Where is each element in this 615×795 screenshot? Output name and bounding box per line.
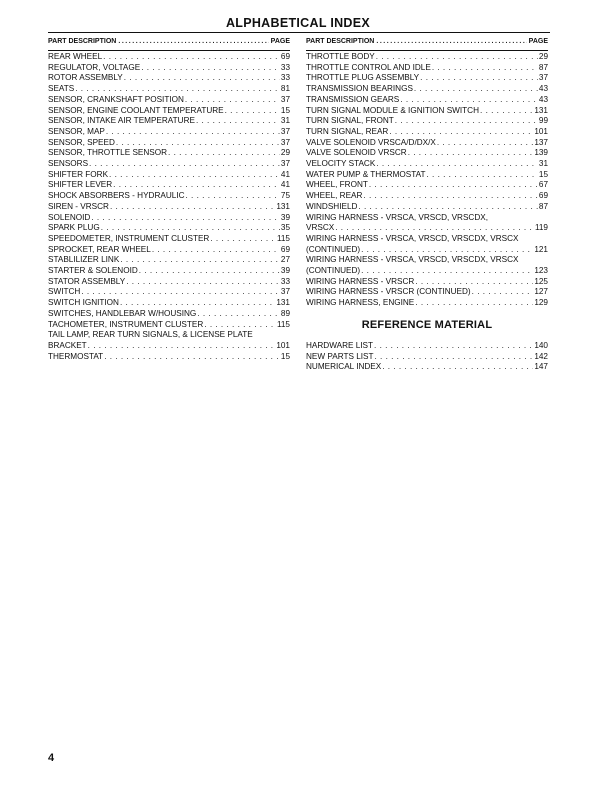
- page-number: 4: [48, 752, 55, 764]
- entry-label: THERMOSTAT: [48, 351, 104, 361]
- title-rule: [48, 32, 550, 33]
- entry-page-number: 147: [534, 362, 548, 372]
- entry-label: TURN SIGNAL, REAR: [306, 126, 389, 136]
- entry-page-number: 119: [534, 223, 548, 233]
- entry-label: SWITCH: [48, 287, 81, 297]
- index-column-left: [48, 38, 290, 362]
- leader-dots: [225, 106, 280, 117]
- index-entry: [48, 138, 290, 149]
- leader-dots: [400, 95, 538, 106]
- entry-label: THROTTLE PLUG ASSEMBLY: [306, 73, 420, 83]
- leader-dots: [408, 148, 534, 159]
- leader-dots: [358, 202, 537, 213]
- leader-dots: [116, 138, 280, 149]
- index-entry: [48, 213, 290, 224]
- leader-dots: [126, 277, 280, 288]
- index-entry: [48, 191, 290, 202]
- entry-label: (CONTINUED): [306, 244, 361, 254]
- leader-dots: [426, 170, 537, 181]
- entry-label: REAR WHEEL: [48, 52, 103, 61]
- index-list-left: [48, 52, 290, 362]
- entry-page-number: 41: [280, 169, 290, 179]
- leader-dots: [118, 38, 268, 45]
- entry-page-number: 69: [280, 244, 290, 254]
- index-entry: [306, 84, 548, 95]
- index-entry: [306, 255, 548, 276]
- index-entry: [48, 352, 290, 363]
- entry-page-number: 37: [538, 73, 548, 83]
- index-entry: [306, 148, 548, 159]
- index-column-right: [306, 38, 548, 373]
- entry-page-number: 31: [280, 116, 290, 126]
- entry-label: SHOCK ABSORBERS - HYDRAULIC: [48, 191, 185, 201]
- index-entry: [306, 298, 548, 309]
- index-entry: [306, 95, 548, 106]
- entry-page-number: 115: [276, 233, 290, 243]
- entry-label: SENSOR, THROTTLE SENSOR: [48, 148, 168, 158]
- index-entry: [306, 352, 548, 363]
- index-entry: [48, 277, 290, 288]
- entry-label: REGULATOR, VOLTAGE: [48, 62, 141, 72]
- index-entry: [48, 330, 290, 351]
- entry-label: SHIFTER LEVER: [48, 180, 113, 190]
- entry-page-number: 101: [534, 126, 548, 136]
- leader-dots: [415, 298, 533, 309]
- entry-label: WIRING HARNESS - VRSCR: [306, 276, 415, 286]
- leader-dots: [472, 287, 534, 298]
- index-entry: [306, 277, 548, 288]
- entry-label: NUMERICAL INDEX: [306, 362, 382, 372]
- index-entry: [48, 223, 290, 234]
- entry-label: ROTOR ASSEMBLY: [48, 73, 123, 83]
- entry-page-number: 15: [280, 105, 290, 115]
- index-entry: [48, 73, 290, 84]
- entry-label: WIRING HARNESS - VRSCA, VRSCD, VRSCDX,: [306, 212, 488, 222]
- entry-page-number: 125: [534, 276, 548, 286]
- entry-label: SENSOR, CRANKSHAFT POSITION: [48, 94, 184, 104]
- entry-page-number: 15: [538, 169, 548, 179]
- entry-label: SENSOR, SPEED: [48, 137, 115, 147]
- index-entry: [306, 202, 548, 213]
- leader-dots: [186, 191, 280, 202]
- index-entry: [48, 287, 290, 298]
- index-entry: [306, 73, 548, 84]
- index-entry: [48, 63, 290, 74]
- leader-dots: [376, 52, 538, 63]
- index-entry: [48, 255, 290, 266]
- index-list-right: [306, 52, 548, 309]
- entry-label: (CONTINUED): [306, 266, 361, 276]
- leader-dots: [420, 73, 538, 84]
- entry-label: HARDWARE LIST: [306, 340, 374, 350]
- header-page: PAGE: [270, 38, 290, 45]
- leader-dots: [141, 63, 280, 74]
- entry-page-number: 15: [280, 351, 290, 361]
- index-entry: [48, 106, 290, 117]
- entry-label: NEW PARTS LIST: [306, 351, 374, 361]
- entry-page-number: 37: [280, 126, 290, 136]
- entry-page-number: 139: [534, 148, 548, 158]
- entry-page-number: 33: [280, 62, 290, 72]
- index-entry: [48, 266, 290, 277]
- leader-dots: [110, 202, 275, 213]
- index-entry: [48, 245, 290, 256]
- entry-label: SWITCH IGNITION: [48, 298, 119, 308]
- entry-label: SEATS: [48, 84, 75, 94]
- entry-label: THROTTLE CONTROL AND IDLE: [306, 62, 431, 72]
- leader-dots: [106, 127, 280, 138]
- entry-page-number: 37: [280, 137, 290, 147]
- leader-dots: [120, 298, 275, 309]
- entry-label: WIRING HARNESS - VRSCA, VRSCD, VRSCDX, VRSCX: [306, 233, 519, 243]
- leader-dots: [376, 159, 538, 170]
- entry-label: WHEEL, REAR: [306, 191, 363, 201]
- entry-label: WIRING HARNESS - VRSCR (CONTINUED): [306, 287, 471, 297]
- entry-page-number: 121: [534, 244, 548, 254]
- entry-page-number: 131: [534, 105, 548, 115]
- entry-label: WIRING HARNESS, ENGINE: [306, 298, 415, 308]
- index-entry: [48, 127, 290, 138]
- entry-label: SOLENOID: [48, 212, 91, 222]
- header-description: PART DESCRIPTION: [48, 38, 117, 45]
- leader-dots: [363, 191, 537, 202]
- leader-dots: [113, 180, 280, 191]
- entry-label: TURN SIGNAL, FRONT: [306, 116, 394, 126]
- entry-label: SIREN - VRSCR: [48, 201, 109, 211]
- entry-page-number: 37: [280, 159, 290, 169]
- index-entry: [48, 148, 290, 159]
- entry-label: SPEEDOMETER, INSTRUMENT CLUSTER: [48, 233, 210, 243]
- leader-dots: [103, 52, 280, 63]
- leader-dots: [361, 266, 533, 277]
- entry-label: SPROCKET, REAR WHEEL: [48, 244, 151, 254]
- entry-page-number: 99: [538, 116, 548, 126]
- entry-label: BRACKET: [48, 340, 87, 350]
- entry-label: STARTER & SOLENOID: [48, 266, 138, 276]
- entry-page-number: 142: [534, 351, 548, 361]
- leader-dots: [374, 341, 533, 352]
- leader-dots: [374, 352, 533, 363]
- entry-label: SWITCHES, HANDLEBAR W/HOUSING: [48, 308, 197, 318]
- index-entry: [48, 202, 290, 213]
- entry-page-number: 127: [534, 287, 548, 297]
- index-entry: [306, 191, 548, 202]
- entry-label: VALVE SOLENOID VRSCR: [306, 148, 407, 158]
- leader-dots: [124, 73, 280, 84]
- index-entry: [48, 84, 290, 95]
- leader-dots: [152, 245, 280, 256]
- leader-dots: [432, 63, 538, 74]
- entry-page-number: 123: [534, 266, 548, 276]
- entry-label: STATOR ASSEMBLY: [48, 276, 126, 286]
- leader-dots: [335, 223, 534, 234]
- entry-page-number: 39: [280, 266, 290, 276]
- leader-dots: [382, 362, 533, 373]
- entry-page-number: 115: [276, 319, 290, 329]
- index-entry: [48, 52, 290, 63]
- leader-dots: [414, 84, 538, 95]
- entry-page-number: 67: [538, 180, 548, 190]
- entry-label: SENSORS: [48, 159, 89, 169]
- column-header: [306, 38, 548, 51]
- index-entry: [306, 116, 548, 127]
- leader-dots: [376, 38, 526, 45]
- entry-page-number: 29: [538, 52, 548, 61]
- index-entry: [306, 127, 548, 138]
- index-entry: [306, 180, 548, 191]
- index-entry: [48, 116, 290, 127]
- entry-page-number: 87: [538, 62, 548, 72]
- entry-label: TRANSMISSION BEARINGS: [306, 84, 413, 94]
- index-entry: [48, 309, 290, 320]
- index-entry: [306, 362, 548, 373]
- header-description: PART DESCRIPTION: [306, 38, 375, 45]
- entry-label: WINDSHIELD: [306, 201, 358, 211]
- entry-page-number: 41: [280, 180, 290, 190]
- header-page: PAGE: [528, 38, 548, 45]
- entry-label: SHIFTER FORK: [48, 169, 109, 179]
- entry-page-number: 131: [276, 298, 290, 308]
- entry-page-number: 69: [538, 191, 548, 201]
- leader-dots: [204, 320, 276, 331]
- entry-page-number: 35: [280, 223, 290, 233]
- leader-dots: [101, 223, 280, 234]
- entry-label: VRSCX: [306, 223, 335, 233]
- entry-page-number: 33: [280, 276, 290, 286]
- entry-label: TRANSMISSION GEARS: [306, 94, 400, 104]
- index-entry: [306, 63, 548, 74]
- index-entry: [306, 159, 548, 170]
- entry-page-number: 29: [280, 148, 290, 158]
- leader-dots: [369, 180, 538, 191]
- entry-page-number: 39: [280, 212, 290, 222]
- leader-dots: [81, 287, 280, 298]
- index-entry: [306, 170, 548, 181]
- page-title: ALPHABETICAL INDEX: [225, 16, 371, 30]
- leader-dots: [104, 352, 280, 363]
- leader-dots: [480, 106, 533, 117]
- entry-page-number: 131: [276, 201, 290, 211]
- leader-dots: [197, 309, 280, 320]
- entry-page-number: 140: [534, 340, 548, 350]
- leader-dots: [415, 277, 533, 288]
- entry-label: SENSOR, ENGINE COOLANT TEMPERATURE: [48, 105, 224, 115]
- index-entry: [306, 213, 548, 234]
- entry-page-number: 87: [538, 201, 548, 211]
- entry-label: VELOCITY STACK: [306, 159, 376, 169]
- entry-label: WHEEL, FRONT: [306, 180, 368, 190]
- entry-label: SENSOR, MAP: [48, 126, 105, 136]
- leader-dots: [437, 138, 534, 149]
- index-entry: [306, 234, 548, 255]
- entry-label: VALVE SOLENOID VRSCA/D/DX/X: [306, 137, 436, 147]
- index-entry: [48, 170, 290, 181]
- entry-label: TURN SIGNAL MODULE & IGNITION SWITCH: [306, 105, 480, 115]
- entry-page-number: 137: [534, 137, 548, 147]
- entry-label: TAIL LAMP, REAR TURN SIGNALS, & LICENSE PLATE: [48, 330, 253, 340]
- leader-dots: [168, 148, 280, 159]
- entry-page-number: 81: [280, 84, 290, 94]
- entry-page-number: 101: [276, 340, 290, 350]
- leader-dots: [185, 95, 280, 106]
- entry-page-number: 129: [534, 298, 548, 308]
- index-entry: [306, 287, 548, 298]
- entry-page-number: 43: [538, 94, 548, 104]
- entry-label: STABLILIZER LINK: [48, 255, 120, 265]
- entry-label: TACHOMETER, INSTRUMENT CLUSTER: [48, 319, 204, 329]
- leader-dots: [109, 170, 280, 181]
- leader-dots: [75, 84, 280, 95]
- index-entry: [48, 95, 290, 106]
- entry-page-number: 75: [280, 191, 290, 201]
- reference-material-title: REFERENCE MATERIAL: [361, 318, 493, 331]
- entry-page-number: 89: [280, 308, 290, 318]
- index-entry: [48, 320, 290, 331]
- entry-label: SPARK PLUG: [48, 223, 100, 233]
- entry-page-number: 37: [280, 94, 290, 104]
- column-header: [48, 38, 290, 51]
- entry-page-number: 33: [280, 73, 290, 83]
- leader-dots: [196, 116, 280, 127]
- entry-page-number: 69: [280, 52, 290, 61]
- leader-dots: [210, 234, 276, 245]
- entry-label: WATER PUMP & THERMOSTAT: [306, 169, 426, 179]
- leader-dots: [139, 266, 280, 277]
- index-entry: [48, 234, 290, 245]
- leader-dots: [89, 159, 280, 170]
- index-entry: [48, 298, 290, 309]
- leader-dots: [88, 341, 276, 352]
- entry-page-number: 37: [280, 287, 290, 297]
- index-entry: [306, 106, 548, 117]
- entry-page-number: 27: [280, 255, 290, 265]
- entry-page-number: 31: [538, 159, 548, 169]
- reference-list: [306, 341, 548, 373]
- leader-dots: [361, 245, 533, 256]
- entry-page-number: 43: [538, 84, 548, 94]
- leader-dots: [91, 213, 280, 224]
- index-entry: [48, 159, 290, 170]
- index-entry: [48, 180, 290, 191]
- entry-label: SENSOR, INTAKE AIR TEMPERATURE: [48, 116, 195, 126]
- leader-dots: [389, 127, 533, 138]
- index-entry: [306, 138, 548, 149]
- entry-label: WIRING HARNESS - VRSCA, VRSCD, VRSCDX, VRSCX: [306, 255, 519, 265]
- leader-dots: [395, 116, 538, 127]
- entry-label: THROTTLE BODY: [306, 52, 375, 61]
- index-entry: [306, 52, 548, 63]
- leader-dots: [120, 255, 280, 266]
- index-entry: [306, 341, 548, 352]
